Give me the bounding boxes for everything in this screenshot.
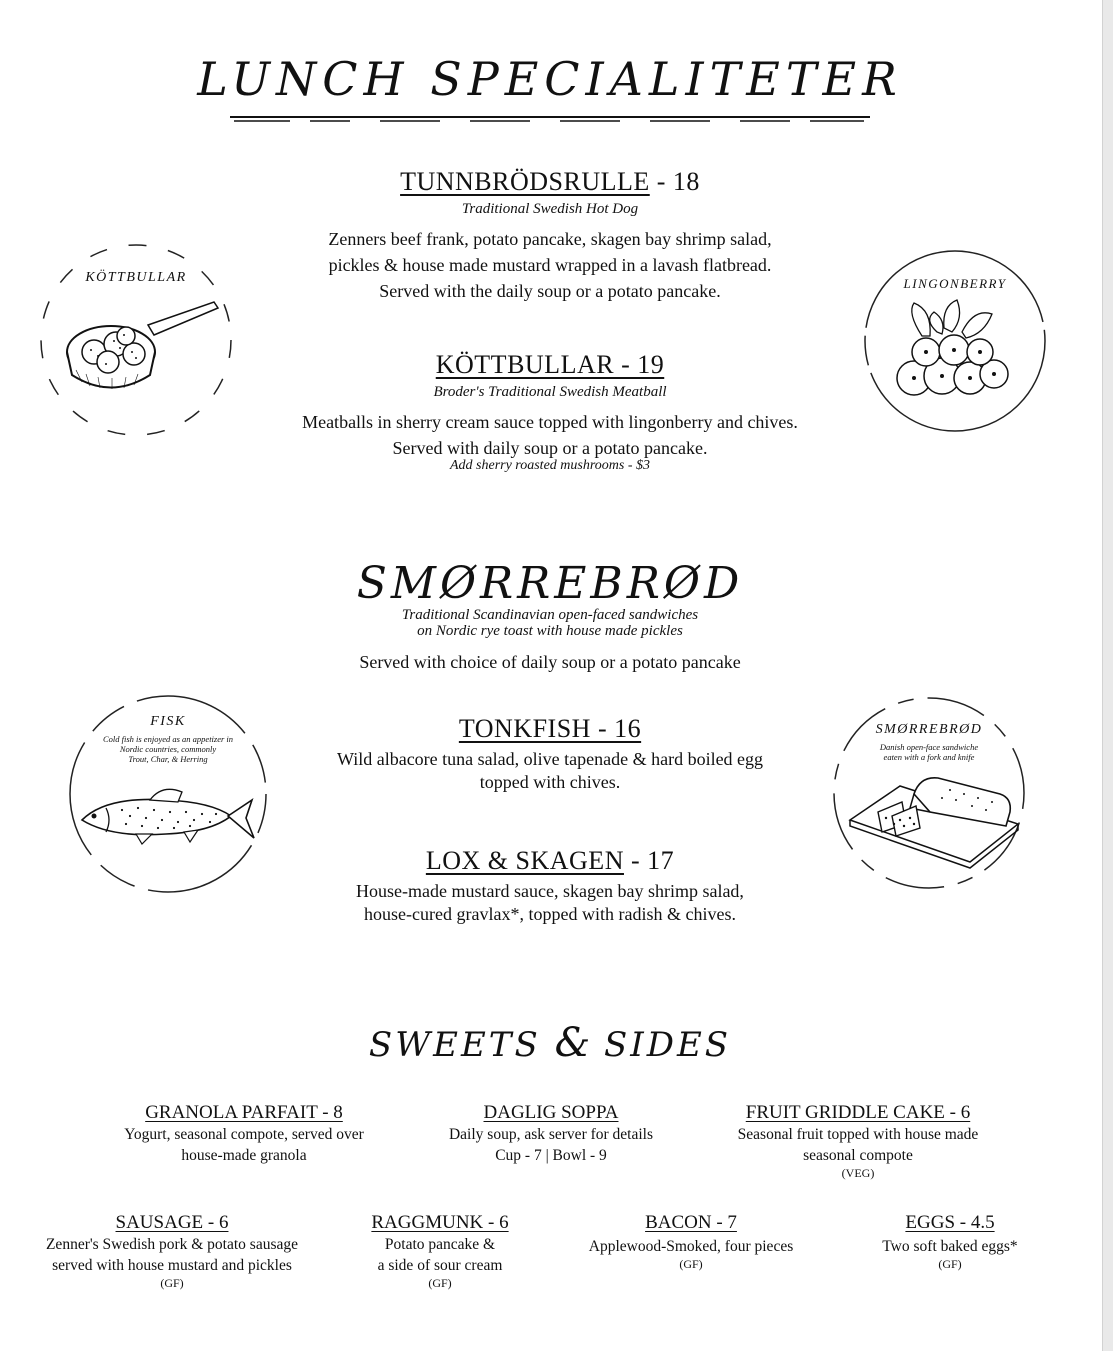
menu-item-raggmunk [340,1212,540,1291]
menu-item-bacon [566,1212,816,1272]
item-title: LOX & SKAGEN - 17 [425,846,675,875]
section-title-sweets-sides: SWEETS & SIDES [368,1020,732,1066]
item-description: House-made mustard sauce, skagen bay shrimp salad, house-cured gravlax*, topped with radish & chives. [356,881,744,924]
item-title: TUNNBRÖDSRULLE - 18 [400,167,700,196]
item-subtitle: Broder's Traditional Swedish Meatball [433,384,667,400]
smorrebrod-note: Danish open-face sandwiche eaten with a fork and knife [879,742,979,762]
diet-tag: (GF) [428,1276,452,1290]
smorrebrod-section-header [250,558,850,675]
smorrebrod-illustration [830,694,1028,892]
item-description: Two soft baked eggs* [882,1238,1018,1255]
menu-item-sausage [22,1212,322,1291]
menu-item-kottbullar [220,350,880,474]
diet-tag: (VEG) [841,1166,875,1180]
kottbullar-label: KÖTTBULLAR [85,270,187,285]
item-title: GRANOLA PARFAIT - 8 [145,1102,343,1123]
menu-item-tonkfish [250,714,850,794]
page-edge [1102,0,1113,1351]
item-description: Zenners beef frank, potato pancake, skagen bay shrimp salad, pickles & house made mustard wrapped in a lavash flatbread. Served with the daily soup or a potato pancake. [328,229,772,301]
item-description: Seasonal fruit topped with house made seasonal compote [737,1126,979,1164]
menu-item-lox-skagen [250,846,850,926]
item-title: TONKFISH - 16 [458,714,642,743]
item-title: SAUSAGE - 6 [115,1212,229,1233]
item-subtitle: Traditional Swedish Hot Dog [461,201,639,217]
title-underline [230,114,870,124]
fisk-note: Cold fish is enjoyed as an appetizer in Nordic countries, commonly Trout, Char, & Herring [102,734,234,764]
item-description: Wild albacore tuna salad, olive tapenade & hard boiled egg topped with chives. [336,749,764,792]
item-description: Meatballs in sherry cream sauce topped with lingonberry and chives. Served with daily soup or a potato pancake. [302,412,798,458]
lingonberry-label: LINGONBERRY [903,276,1007,291]
item-title: BACON - 7 [645,1212,737,1233]
item-description: Potato pancake & a side of sour cream [377,1236,503,1274]
item-note: Add sherry roasted mushrooms - $3 [449,458,650,473]
menu-item-granola-parfait [104,1102,384,1166]
item-description: Yogurt, seasonal compote, served over house-made granola [124,1126,364,1164]
fisk-label: FISK [150,714,186,729]
section-subtitle: Traditional Scandinavian open-faced sandwiches on Nordic rye toast with house made pickles [401,607,699,639]
smorrebrod-label: SMØRREBRØD [875,722,983,737]
diet-tag: (GF) [679,1257,703,1271]
item-description: Daily soup, ask server for details Cup - 7 | Bowl - 9 [448,1126,654,1164]
menu-item-eggs [850,1212,1050,1272]
lingonberry-illustration [862,248,1048,434]
kottbullar-illustration [36,240,236,440]
diet-tag: (GF) [160,1276,184,1290]
section-title-smorrebrod: SMØRREBRØD [356,558,744,609]
item-title: DAGLIG SOPPA [483,1102,619,1123]
menu-item-fruit-griddle-cake [712,1102,1004,1181]
item-description: Applewood-Smoked, four pieces [588,1238,794,1255]
diet-tag: (GF) [938,1257,962,1271]
menu-item-daglig-soppa [410,1102,692,1166]
fisk-illustration [66,692,270,896]
item-description: Zenner's Swedish pork & potato sausage served with house mustard and pickles [45,1236,299,1274]
item-title: RAGGMUNK - 6 [371,1212,509,1233]
menu-item-tunnbrodsrulle [250,167,850,304]
item-title: KÖTTBULLAR - 19 [435,350,665,379]
item-title: FRUIT GRIDDLE CAKE - 6 [745,1102,971,1123]
page-title: LUNCH SPECIALITETER [197,52,903,106]
section-served-note: Served with choice of daily soup or a potato pancake [359,652,741,672]
item-title: EGGS - 4.5 [905,1212,995,1233]
